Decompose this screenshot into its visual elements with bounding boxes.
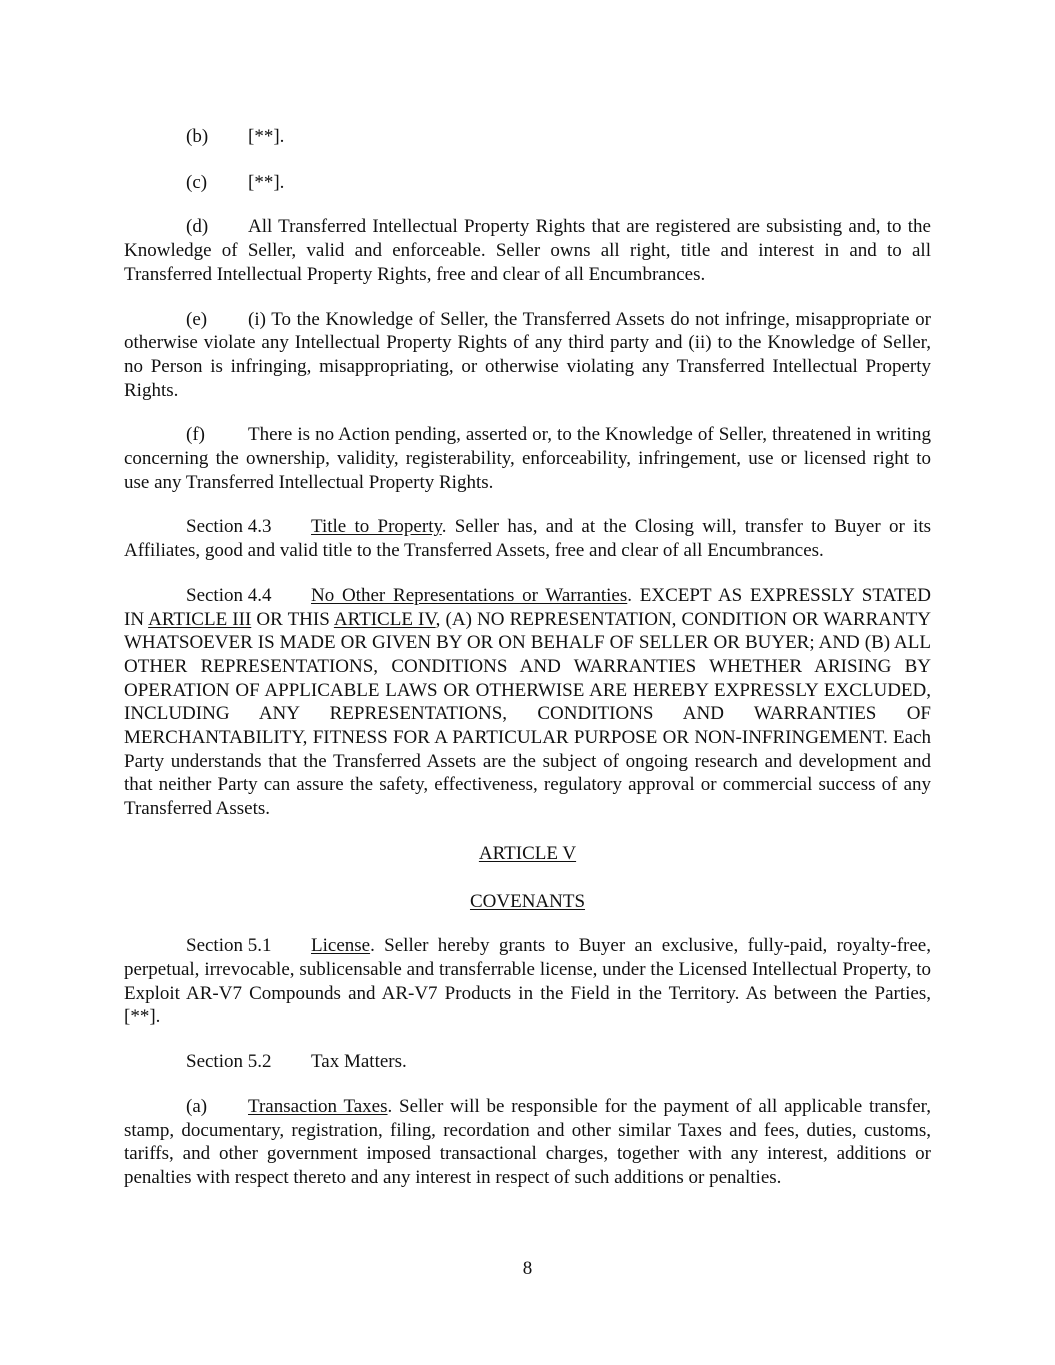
section-4-4 (124, 584, 931, 821)
article-heading (124, 842, 931, 866)
item-label: (a) (186, 1095, 208, 1117)
item-label: (c) (186, 171, 208, 193)
section-title: Title to Property (311, 516, 442, 538)
section-title: Tax Matters. (311, 1051, 407, 1073)
section-number: Section 4.3 (186, 516, 272, 538)
item-text: . Seller will be responsible for the payment of all applicable transfer, stamp, documentary, registration, filing, recordation and other similar Taxes and fees, duties, customs, tariffs, and other government imposed transactional charges, together with any interest, additions or penalties with respect thereto and any interest in respect of such additions or penalties. (124, 1095, 931, 1188)
item-text: All Transferred Intellectual Property Rights that are registered are subsisting and, to the Knowledge of Seller, valid and enforceable. Seller owns all right, title and interest in and to all Transferred Intellectual Property Rights, free and clear of all Encumbrances. (124, 216, 931, 285)
item-text: [**]. (248, 126, 285, 147)
page-number: 8 (522, 1258, 533, 1279)
section-text: OR THIS (251, 608, 334, 630)
item-label: (e) (186, 308, 208, 330)
section-title: No Other Representations or Warranties (311, 584, 628, 606)
item-text: [**]. (248, 171, 285, 193)
article-title (124, 890, 931, 914)
item-label: (f) (186, 424, 205, 446)
section-5-1 (124, 934, 931, 1029)
item-title: Transaction Taxes (248, 1095, 388, 1117)
section-number: Section 4.4 (186, 584, 272, 606)
item-c (186, 171, 931, 195)
section-5-2 (124, 1050, 931, 1074)
item-b (186, 125, 931, 149)
section-title: License (311, 935, 371, 957)
item-f (124, 423, 931, 494)
section-text: . EXCEPT AS EXPRESSLY STATED IN (124, 584, 932, 630)
article-reference: ARTICLE III (148, 608, 252, 630)
item-text: (i) To the Knowledge of Seller, the Transferred Assets do not infringe, misappropriate or otherwise violate any Intellectual Property Rights of any third party and (ii) to the Knowledge of Seller, no Person is infringing, misappropriating, or otherwise violating any Transferred Intellectual Property Rights. (124, 308, 931, 401)
section-text: . Seller hereby grants to Buyer an exclusive, fully-paid, royalty-free, perpetual, irrevocable, sublicensable and transferrable license, under the Licensed Intellectual Property, to Exploit AR-V7 Compounds and AR-V7 Products in the Field in the Territory. As between the Parties, [**]. (124, 935, 931, 1028)
section-number: Section 5.2 (186, 1051, 272, 1073)
article-title-text: COVENANTS (469, 890, 586, 912)
document-page (124, 124, 931, 1190)
article-reference: ARTICLE IV (333, 608, 436, 630)
item-e (124, 308, 931, 403)
section-number: Section 5.1 (186, 935, 272, 957)
section-text: , (A) NO REPRESENTATION, CONDITION OR WARRANTY WHATSOEVER IS MADE OR GIVEN BY OR ON BEHALF OF SELLER OR BUYER; AND (B) ALL OTHER REPRESENTATIONS, CONDITIONS AND WARRANTIES WHETHER ARISING BY OPERATION OF APPLICABLE LAWS OR OTHERWISE ARE HEREBY EXPRESSLY EXCLUDED, INCLUDING ANY REPRESENTATIONS, CONDITIONS AND WARRANTIES OF MERCHANTABILITY, FITNESS FOR A PARTICULAR PURPOSE OR NON-INFRINGEMENT. Each Party understands that the Transferred Assets are the subject of ongoing research and development and that neither Party can assure the safety, effectiveness, regulatory approval or commercial success of any Transferred Assets. (124, 608, 932, 820)
item-5-2-a (124, 1095, 931, 1190)
item-label: (d) (186, 216, 209, 238)
item-text: There is no Action pending, asserted or, to the Knowledge of Seller, threatened in writing concerning the ownership, validity, registerability, enforceability, infringement, use or licensed right to use any Transferred Intellectual Property Rights. (124, 424, 931, 493)
item-d (124, 215, 931, 286)
article-heading-text: ARTICLE V (478, 842, 577, 864)
section-4-3 (124, 515, 931, 562)
item-label: (b) (186, 126, 209, 147)
section-text: . Seller has, and at the Closing will, transfer to Buyer or its Affiliates, good and valid title to the Transferred Assets, free and clear of all Encumbrances. (124, 516, 932, 562)
